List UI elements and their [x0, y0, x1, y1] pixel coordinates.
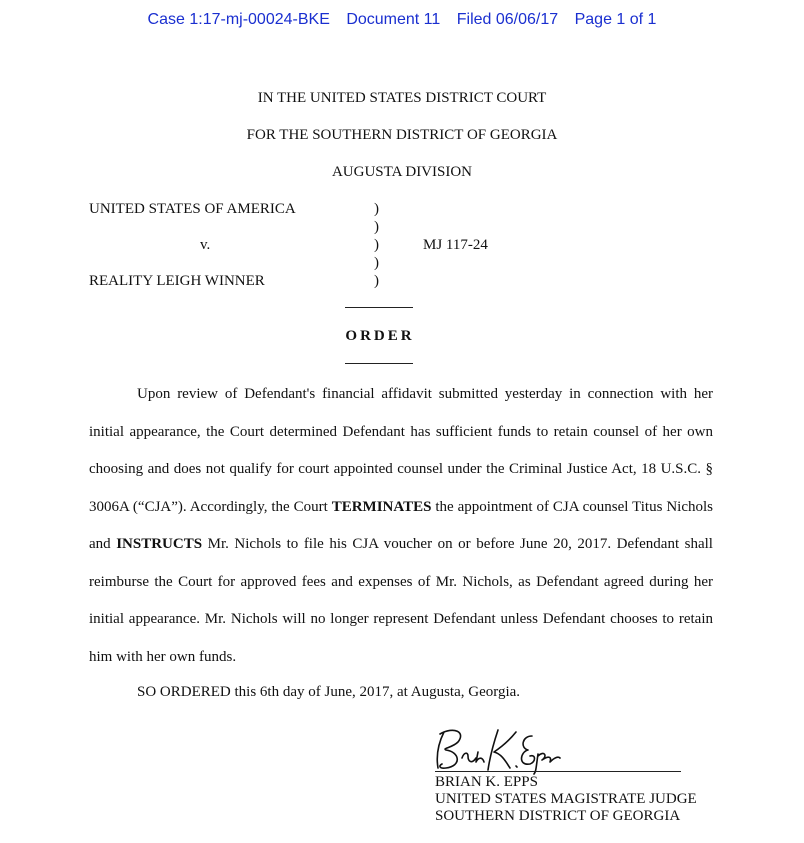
case-number: Case 1:17-mj-00024-BKE — [147, 11, 330, 28]
judge-title: UNITED STATES MAGISTRATE JUDGE — [435, 791, 697, 807]
judge-name: BRIAN K. EPPS — [435, 774, 538, 790]
signature-line — [435, 771, 681, 772]
caption-paren: ) — [374, 255, 379, 271]
title-rule-bottom — [345, 363, 413, 364]
caption-paren: ) — [374, 273, 379, 289]
caption-case-number: MJ 117-24 — [423, 237, 488, 253]
caption-plaintiff: UNITED STATES OF AMERICA — [89, 201, 296, 217]
instructs-emphasis: INSTRUCTS — [116, 536, 203, 552]
court-division: AUGUSTA DIVISION — [331, 164, 473, 180]
caption-paren: ) — [374, 237, 379, 253]
paragraph-text: Mr. Nichols to file his CJA voucher on or before June 20, 2017. Defendant shall reimburse the Court for approved fees and expenses of Mr. Nichols, as Defendant agreed during her initial appearance. Mr. Nichols will no longer represent Defendant unless Defendant chooses to retain him with her own funds. — [89, 536, 713, 665]
page-number: Page 1 of 1 — [574, 11, 657, 28]
caption-paren: ) — [374, 201, 379, 217]
court-name: IN THE UNITED STATES DISTRICT COURT — [257, 90, 547, 106]
filing-header — [0, 11, 804, 29]
so-ordered-paragraph: SO ORDERED this 6th day of June, 2017, at Augusta, Georgia. — [137, 684, 521, 700]
document-number: Document 11 — [346, 11, 441, 28]
order-body — [89, 376, 713, 712]
caption-paren: ) — [374, 219, 379, 235]
terminates-emphasis: TERMINATES — [331, 498, 432, 515]
judge-district: SOUTHERN DISTRICT OF GEORGIA — [435, 808, 681, 824]
filed-date: Filed 06/06/17 — [456, 11, 559, 28]
court-district: FOR THE SOUTHERN DISTRICT OF GEORGIA — [246, 127, 558, 143]
order-title: ORDER — [345, 328, 415, 344]
caption-versus: v. — [200, 237, 211, 253]
paragraph-text: the appointment of CJA counsel Titus Nichols and — [89, 498, 713, 552]
caption-defendant: REALITY LEIGH WINNER — [89, 273, 265, 289]
order-paragraph — [89, 376, 713, 676]
handwritten-signature — [432, 722, 562, 776]
title-rule-top — [345, 307, 413, 308]
paragraph-text: Upon review of Defendant's financial affidavit submitted yesterday in connection with her initial appearance, the Court determined Defendant has sufficient funds to retain counsel of her own choosing and does not qualify for court appointed counsel under the Criminal Justice Act, 18 U.S.C. § 3006A (“CJA”). Accordingly, the Court — [89, 386, 713, 515]
